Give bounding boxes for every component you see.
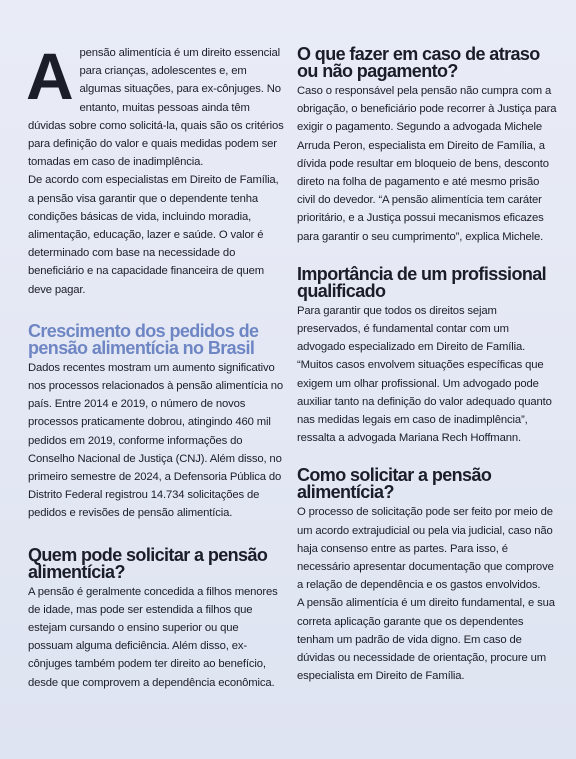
intro-section [26,39,286,299]
right-column [297,0,559,685]
how-heading: Como solicitar a pensão alimentícia? [297,465,492,503]
intro-paragraph-1: pensão alimentícia é um direito essencial para crianças, adolescentes e, em algumas situações, para ex-cônjuges. No entanto, muitas pessoas ainda têm dúvidas sobre como solicitá-la, quais são os critérios para definição do valor e quais medidas podem ser tomadas em caso de inadimplência. [28,47,284,169]
who-paragraph: A pensão é geralmente concedida a filhos menores de idade, mas pode ser estendida a filhos que estejam cursando o ensino superior ou que possuam alguma deficiência. Além disso, ex-cônjuges também podem ter direito ao benefício, desde que comprovem a dependência econômica. [28,585,278,689]
how-paragraph-1: O processo de solicitação pode ser feito por meio de um acordo extrajudicial ou pela via judicial, caso não haja consenso entre as partes. Para isso, é necessário apresentar documentação que comprove a relação de dependência e os gastos envolvidos. [297,506,554,592]
who-heading: Quem pode solicitar a pensão alimentícia? [28,544,268,582]
how-paragraph-2: A pensão alimentícia é um direito fundamental, e sua correta aplicação garante que os dependentes tenham um padrão de vida digno. Em caso de dúvidas ou necessidade de orientação, procure um especialista em Direito de Família. [297,597,555,683]
growth-paragraph: Dados recentes mostram um aumento significativo nos processos relacionados à pensão alimentícia no país. Entre 2014 e 2019, o número de novos processos praticamente dobrou, atingindo 460 mil pedidos em 2019, conforme informações do Conselho Nacional de Justiça (CNJ). Além disso, no primeiro semestre de 2024, a Defensoria Pública do Distrito Federal registrou 14.734 solicitações de pedidos e revisões de pensão alimentícia. [28,361,283,520]
drop-cap: A [26,39,74,113]
delay-paragraph: Caso o responsável pela pensão não cumpra com a obrigação, o beneficiário pode recorrer à Justiça para exigir o pagamento. Segundo a advogada Michele Arruda Peron, especialista em Direito de Família, a dívida pode resultar em bloqueio de bens, desconto direto na folha de pagamento e até mesmo prisão civil do devedor. “A pensão alimentícia tem caráter prioritário, e a Justiça possui mecanismos eficazes para garantir o seu cumprimento”, explica Michele. [297,85,557,243]
importance-heading: Importância de um profissional qualificado [297,263,547,301]
delay-heading: O que fazer em caso de atraso ou não pagamento? [297,44,540,81]
left-column [28,0,286,692]
growth-heading: Crescimento dos pedidos de pensão alimentícia no Brasil [28,320,259,358]
intro-paragraph-2: De acordo com especialistas em Direito de Família, a pensão visa garantir que o dependente tenha condições básicas de vida, incluindo moradia, alimentação, educação, lazer e saúde. O valor é determinado com base na necessidade do beneficiário e na capacidade financeira de quem deve pagar. [28,174,279,296]
importance-paragraph: Para garantir que todos os direitos sejam preservados, é fundamental contar com um advogado especializado em Direito de Família. “Muitos casos envolvem situações específicas que exigem um olhar profissional. Um advogado pode auxiliar tanto na definição do valor adequado quanto nas medidas legais em caso de inadimplência”, ressalta a advogada Mariana Rech Hoffmann. [297,304,552,445]
